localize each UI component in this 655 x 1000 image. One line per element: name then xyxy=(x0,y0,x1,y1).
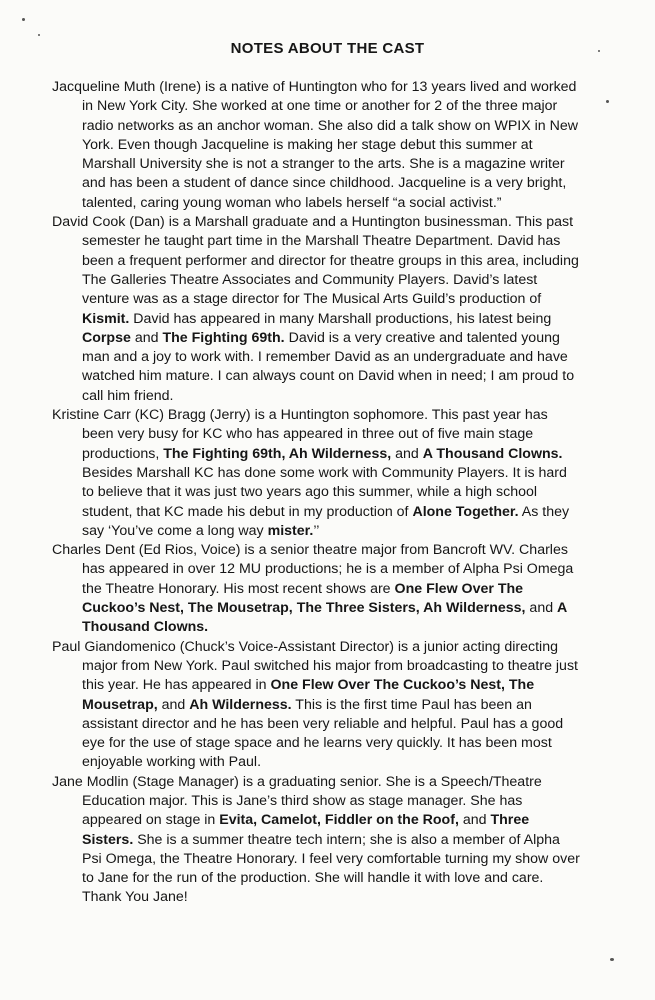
entry-text: and xyxy=(458,812,491,829)
entry-text: David has appeared in many Marshall productions, his latest being xyxy=(129,310,552,327)
production-title: One Flew Over The Cuckoo’s Nest, The Mousetrap, The Three Sisters, Ah Wilderness, xyxy=(82,580,526,617)
production-title: Alone Together. xyxy=(412,503,519,520)
entry-text: Besides Marshall KC has done some work with Community Players. It is hard to believe that it was just two years ago this summer, while a high school student, that KC made his debut in my production of xyxy=(82,464,567,520)
scan-speck xyxy=(38,34,40,36)
entry-text: and xyxy=(157,696,190,713)
entry-text: Jacqueline Muth (Irene) is a native of Huntington who for 13 years lived and worked in New York City. She worked at one time or another for 2 of the three major radio networks as an anchor woman. She also did a talk show on WPIX in New York. Even though Jacqueline is making her stage debut this summer at Marshall University she is not a stranger to the arts. She is a magazine writer and has been a student of dance since childhood. Jacqueline is a very bright, talented, caring young woman who labels herself “a social activist.” xyxy=(52,79,579,211)
production-title: The Fighting 69th. xyxy=(162,329,285,346)
cast-entry xyxy=(52,406,580,541)
entry-text: She is a summer theatre tech intern; she is also a member of Alpha Psi Omega, the Theatre Honorary. I feel very comfortable turning my show over to Jane for the run of the production. She will handle it with love and care. Thank You Jane! xyxy=(82,831,580,906)
production-title: Three Sisters. xyxy=(82,812,530,848)
production-title: Ah Wilderness. xyxy=(189,696,292,713)
entry-text: Jane Modlin (Stage Manager) is a graduating senior. She is a Speech/Theatre Education major. This is Jane’s third show as stage manager. She has appeared on stage in xyxy=(52,773,542,829)
entry-text: David Cook (Dan) is a Marshall graduate and a Huntington businessman. This past semester he taught part time in the Marshall Theatre Department. David has been a frequent performer and director for theatre groups in this area, including The Galleries Theatre Associates and Community Players. David’s latest venture was as a stage director for The Musical Arts Guild’s production of xyxy=(52,214,579,308)
entry-text: As they say ‘You’ve come a long way xyxy=(82,503,570,539)
entry-text: and xyxy=(130,329,163,346)
entry-text: ’’ xyxy=(313,522,320,539)
entry-text: and xyxy=(391,445,423,462)
production-title: One Flew Over The Cuckoo’s Nest, The Mousetrap, xyxy=(82,677,535,713)
production-title: Corpse xyxy=(82,329,131,346)
entry-text: This is the first time Paul has been an assistant director and he has been very reliable and helpful. Paul has a good eye for the use of stage space and he learns very quickly. It has been most enjoyable working with Paul. xyxy=(82,696,564,771)
cast-entry xyxy=(52,78,580,213)
production-title: Kismit. xyxy=(82,310,130,327)
production-title: mister. xyxy=(267,522,314,539)
production-title: A Thousand Clowns. xyxy=(422,445,563,462)
cast-entry xyxy=(52,773,580,908)
entry-text: and xyxy=(525,600,558,617)
cast-entry xyxy=(52,541,580,637)
scan-speck xyxy=(606,100,609,103)
scan-speck xyxy=(598,50,600,52)
page-title: NOTES ABOUT THE CAST xyxy=(230,40,425,57)
production-title: The Fighting 69th, Ah Wilderness, xyxy=(163,445,392,462)
cast-entry xyxy=(52,638,580,773)
cast-notes xyxy=(52,78,580,908)
entry-text: Paul Giandomenico (Chuck’s Voice-Assistant Director) is a junior acting directing major from New York. Paul switched his major from broadcasting to theatre just this year. He has appeared in xyxy=(52,638,578,694)
scan-speck xyxy=(610,958,614,961)
entry-text: David is a very creative and talented young man and a joy to work with. I remember David as an undergraduate and have watched him mature. I can always count on David when in need; I am proud to call him friend. xyxy=(82,329,575,404)
entry-text: Kristine Carr (KC) Bragg (Jerry) is a Huntington sophomore. This past year has been very busy for KC who has appeared in three out of five main stage productions, xyxy=(52,407,548,462)
production-title: A Thousand Clowns. xyxy=(82,600,567,636)
cast-entry xyxy=(52,213,580,406)
production-title: Evita, Camelot, Fiddler on the Roof, xyxy=(219,812,459,829)
entry-text: Charles Dent (Ed Rios, Voice) is a senior theatre major from Bancroft WV. Charles has appeared in over 12 MU productions; he is a member of Alpha Psi Omega the Theatre Honorary. His most recent shows are xyxy=(52,542,574,597)
scan-speck xyxy=(22,18,25,21)
